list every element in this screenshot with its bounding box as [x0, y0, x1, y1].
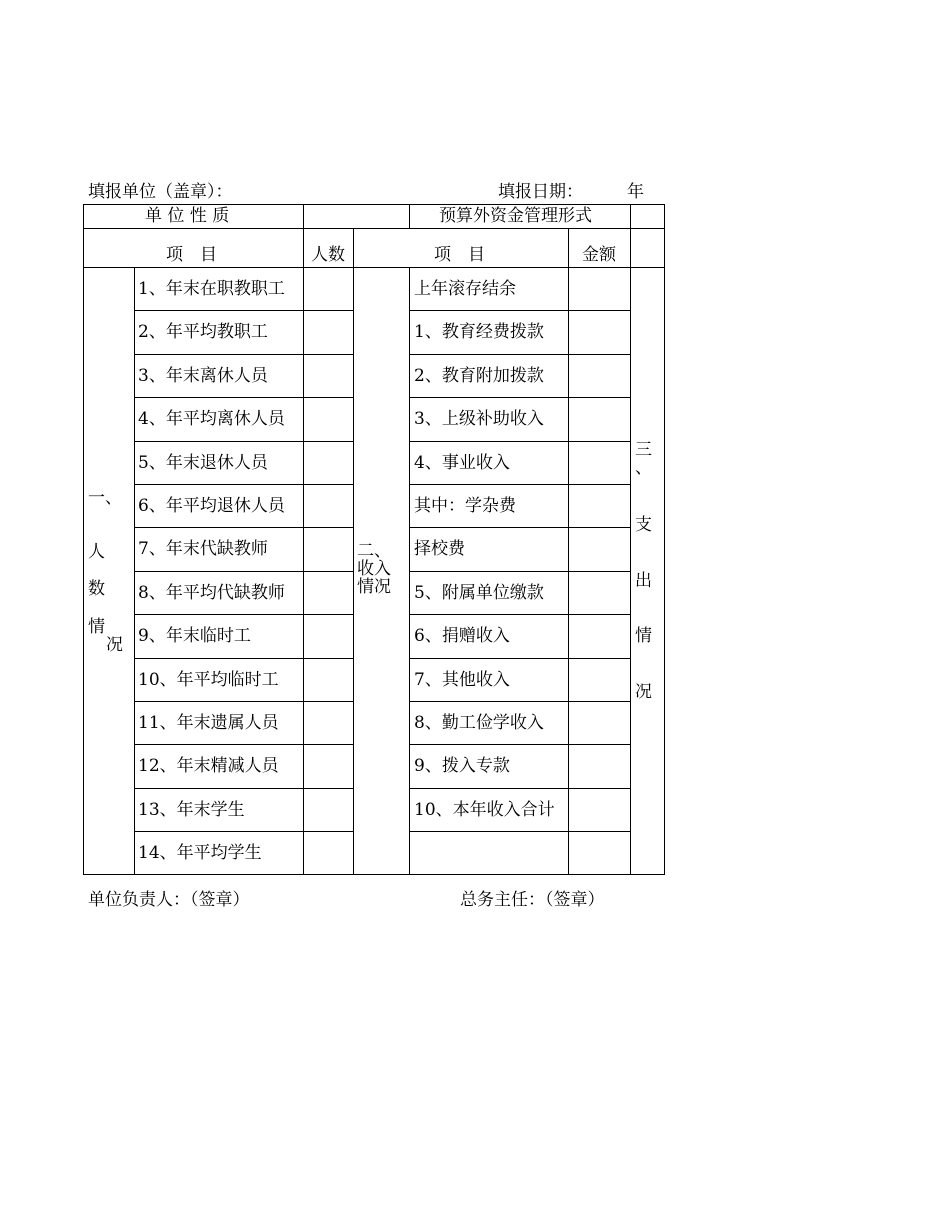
year-label: 年 [627, 182, 644, 202]
table-right-border [664, 204, 665, 875]
section1-label-part: 人 [88, 542, 105, 562]
personnel-item: 13、年末学生 [138, 800, 245, 820]
general-affairs-signature-label: 总务主任：（签章） [460, 890, 605, 910]
income-item: 上年滚存结余 [414, 279, 516, 299]
income-item: 2、教育附加拨款 [414, 366, 544, 386]
personnel-item: 5、年末退休人员 [138, 453, 268, 473]
row-divider [409, 527, 631, 528]
row-divider [134, 484, 354, 485]
table-top-border [83, 204, 665, 205]
row-divider [134, 831, 354, 832]
col-divider-budget-left [409, 204, 410, 229]
personnel-item: 6、年平均退休人员 [138, 496, 285, 516]
personnel-item: 14、年平均学生 [138, 843, 262, 863]
column-header-item-1: 项 目 [166, 245, 217, 265]
income-item: 5、附属单位缴款 [414, 583, 544, 603]
personnel-item: 2、年平均教职工 [138, 322, 268, 342]
section3-label-part: 情 [635, 626, 652, 646]
col-divider-section2-left [353, 228, 354, 874]
unit-nature-label: 单 位 性 质 [145, 206, 230, 226]
row-divider [134, 614, 354, 615]
row-divider [134, 354, 354, 355]
personnel-item: 7、年末代缺教师 [138, 539, 268, 559]
row-divider [134, 744, 354, 745]
income-item: 1、教育经费拨款 [414, 322, 544, 342]
row-divider [409, 788, 631, 789]
section3-label-part: 、 [635, 458, 652, 478]
row-divider [409, 701, 631, 702]
section3-label-part: 出 [635, 571, 652, 591]
row-divider [83, 228, 665, 229]
income-item: 7、其他收入 [414, 670, 510, 690]
section1-label-part: 一、 [88, 488, 122, 508]
row-divider [134, 701, 354, 702]
income-item: 其中：学杂费 [414, 496, 516, 516]
income-item: 3、上级补助收入 [414, 409, 544, 429]
row-divider [409, 397, 631, 398]
row-divider [409, 831, 631, 832]
row-divider [134, 571, 354, 572]
unit-head-signature-label: 单位负责人：（签章） [88, 890, 250, 910]
personnel-item: 1、年末在职教职工 [138, 279, 285, 299]
row-divider [409, 614, 631, 615]
reporting-date-label: 填报日期： [498, 182, 583, 202]
reporting-unit-label: 填报单位（盖章）： [88, 182, 233, 202]
section1-label-part: 情 [88, 617, 105, 637]
income-item: 9、拨入专款 [414, 756, 510, 776]
personnel-item: 10、年平均临时工 [138, 670, 279, 690]
income-item: 6、捐赠收入 [414, 626, 510, 646]
section3-label-part: 支 [635, 515, 652, 535]
section1-label-part: 数 [88, 579, 105, 599]
table-bottom-border [83, 874, 665, 875]
row-divider [134, 658, 354, 659]
section2-label-part: 收入 [357, 559, 391, 579]
row-divider [409, 571, 631, 572]
personnel-item: 9、年末临时工 [138, 626, 251, 646]
row-divider [134, 397, 354, 398]
personnel-item: 3、年末离休人员 [138, 366, 268, 386]
section2-label-part: 二、 [357, 541, 391, 561]
income-item: 择校费 [414, 539, 465, 559]
column-header-item-2: 项 目 [434, 245, 485, 265]
income-item: 4、事业收入 [414, 453, 510, 473]
section3-label-part: 况 [635, 682, 652, 702]
section2-label-part: 情况 [357, 577, 391, 597]
row-divider [409, 484, 631, 485]
income-item: 8、勤工俭学收入 [414, 713, 544, 733]
section3-label-part: 三 [635, 440, 652, 460]
personnel-item: 8、年平均代缺教师 [138, 583, 285, 603]
row-divider [134, 788, 354, 789]
header-bottom-border [83, 267, 665, 268]
budget-mgmt-label: 预算外资金管理形式 [439, 206, 592, 226]
col-divider-expense-left [630, 204, 631, 874]
income-item: 10、本年收入合计 [414, 800, 555, 820]
row-divider [134, 441, 354, 442]
col-divider-count-left [303, 204, 304, 874]
col-divider-amount-left [568, 228, 569, 874]
row-divider [409, 354, 631, 355]
row-divider [409, 310, 631, 311]
table-left-border [83, 204, 84, 875]
personnel-item: 12、年末精减人员 [138, 756, 279, 776]
column-header-count: 人数 [311, 245, 345, 265]
row-divider [409, 658, 631, 659]
row-divider [409, 744, 631, 745]
personnel-item: 11、年末遗属人员 [138, 713, 279, 733]
row-divider [134, 310, 354, 311]
section1-label-part: 况 [106, 635, 123, 655]
column-header-amount: 金额 [582, 245, 616, 265]
row-divider [134, 527, 354, 528]
personnel-item: 4、年平均离休人员 [138, 409, 285, 429]
row-divider [409, 441, 631, 442]
